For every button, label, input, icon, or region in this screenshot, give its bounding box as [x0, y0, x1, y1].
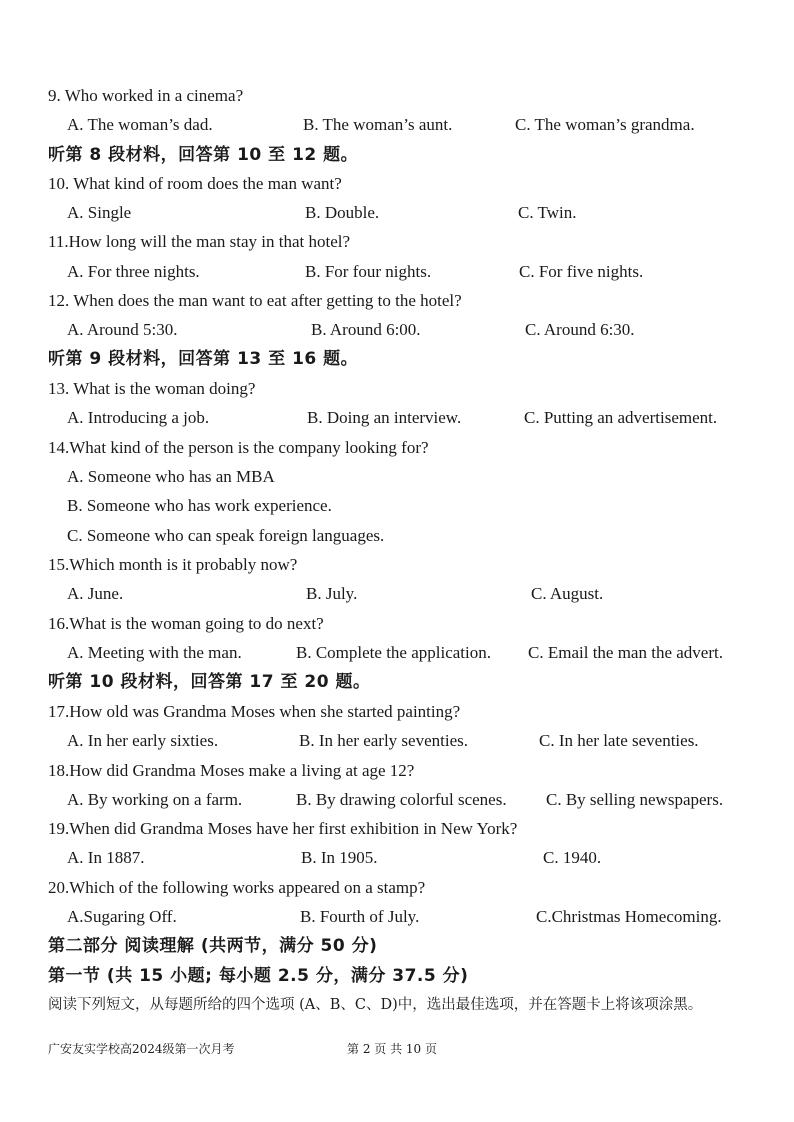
question-18-stem: 18.How did Grandma Moses make a living at age 12? — [48, 761, 415, 780]
heading-material-10: 听第 10 段材料，回答第 17 至 20 题。 — [48, 672, 371, 692]
question-9-stem: 9. Who worked in a cinema? — [48, 86, 244, 105]
heading-material-9: 听第 9 段材料，回答第 13 至 16 题。 — [48, 349, 359, 369]
question-20-option-a: A.Sugaring Off. — [67, 907, 177, 926]
question-17-option-a: A. In her early sixties. — [67, 731, 219, 750]
footer-school-name: 广安友实学校高2024级第一次月考 — [48, 1042, 235, 1056]
question-19-stem: 19.When did Grandma Moses have her first exhibition in New York? — [48, 819, 518, 838]
question-11-stem: 11.How long will the man stay in that hotel? — [48, 232, 351, 251]
question-14-option-b: B. Someone who has work experience. — [67, 496, 332, 515]
question-17-stem: 17.How old was Grandma Moses when she started painting? — [48, 702, 461, 721]
heading-part-2: 第二部分 阅读理解 (共两节，满分 50 分) — [48, 936, 378, 956]
question-15-stem: 15.Which month is it probably now? — [48, 555, 298, 574]
question-15-option-b: B. July. — [306, 584, 358, 603]
question-19-option-c: C. 1940. — [543, 848, 602, 867]
question-12-option-a: A. Around 5:30. — [67, 320, 178, 339]
question-19-option-a: A. In 1887. — [67, 848, 145, 867]
question-14-option-a: A. Someone who has an MBA — [67, 467, 275, 486]
question-13-option-c: C. Putting an advertisement. — [524, 408, 718, 427]
question-16-option-a: A. Meeting with the man. — [67, 643, 242, 662]
question-11-option-c: C. For five nights. — [519, 262, 644, 281]
question-19-option-b: B. In 1905. — [301, 848, 378, 867]
question-11-option-a: A. For three nights. — [67, 262, 200, 281]
question-16-option-c: C. Email the man the advert. — [528, 643, 723, 662]
question-18-option-c: C. By selling newspapers. — [546, 790, 724, 809]
question-11-option-b: B. For four nights. — [305, 262, 432, 281]
question-18-option-b: B. By drawing colorful scenes. — [296, 790, 507, 809]
question-14-stem: 14.What kind of the person is the company looking for? — [48, 438, 429, 457]
question-10-option-c: C. Twin. — [518, 203, 577, 222]
question-14-option-c: C. Someone who can speak foreign languages. — [67, 526, 385, 545]
question-20-option-b: B. Fourth of July. — [300, 907, 420, 926]
question-10-option-a: A. Single — [67, 203, 132, 222]
reading-instruction: 阅读下列短文，从每题所给的四个选项 (A、B、C、D)中，选出最佳选项，并在答题卡上将该项涂黑。 — [48, 997, 703, 1013]
question-12-option-c: C. Around 6:30. — [525, 320, 635, 339]
question-9-option-c: C. The woman’s grandma. — [515, 115, 695, 134]
question-17-option-c: C. In her late seventies. — [539, 731, 699, 750]
heading-material-8: 听第 8 段材料，回答第 10 至 12 题。 — [48, 145, 359, 165]
question-15-option-a: A. June. — [67, 584, 124, 603]
question-15-option-c: C. August. — [531, 584, 604, 603]
question-10-stem: 10. What kind of room does the man want? — [48, 174, 342, 193]
question-9-option-a: A. The woman’s dad. — [67, 115, 213, 134]
question-12-option-b: B. Around 6:00. — [311, 320, 421, 339]
footer-page-number: 第 2 页 共 10 页 — [347, 1042, 437, 1056]
question-18-option-a: A. By working on a farm. — [67, 790, 243, 809]
question-12-stem: 12. When does the man want to eat after getting to the hotel? — [48, 291, 462, 310]
question-13-option-b: B. Doing an interview. — [307, 408, 462, 427]
question-9-option-b: B. The woman’s aunt. — [303, 115, 453, 134]
question-16-stem: 16.What is the woman going to do next? — [48, 614, 324, 633]
question-10-option-b: B. Double. — [305, 203, 380, 222]
question-20-option-c: C.Christmas Homecoming. — [536, 907, 722, 926]
question-20-stem: 20.Which of the following works appeared on a stamp? — [48, 878, 426, 897]
heading-section-1: 第一节 (共 15 小题; 每小题 2.5 分，满分 37.5 分) — [48, 966, 469, 986]
question-13-stem: 13. What is the woman doing? — [48, 379, 256, 398]
question-16-option-b: B. Complete the application. — [296, 643, 491, 662]
question-13-option-a: A. Introducing a job. — [67, 408, 210, 427]
question-17-option-b: B. In her early seventies. — [299, 731, 468, 750]
